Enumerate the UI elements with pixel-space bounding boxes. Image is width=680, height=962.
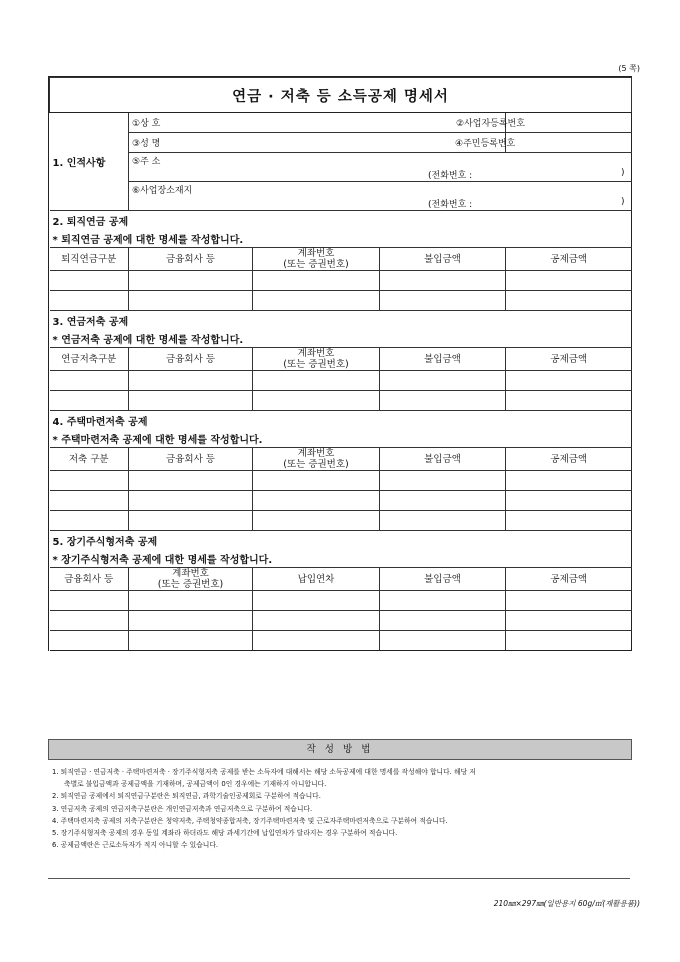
s5-col-deduction: 공제금액 xyxy=(506,568,632,591)
s4-col-type: 저축 구분 xyxy=(50,448,129,471)
s5-col-account: 계좌번호 (또는 증권번호) xyxy=(129,568,253,591)
s4-note: * 주택마련저축 공제에 대한 명세를 작성합니다. xyxy=(50,430,632,448)
s2-col-deduction: 공제금액 xyxy=(506,248,632,271)
guide-text xyxy=(52,766,632,851)
table-row[interactable] xyxy=(50,591,632,611)
paper-spec: 210㎜×297㎜(일반용지 60g/㎡(재활용품)) xyxy=(493,899,640,908)
rrn-label: ④주민등록번호 xyxy=(506,133,632,153)
s3-col-type: 연금저축구분 xyxy=(50,348,129,371)
work-phone[interactable]: (전화번호 : ) xyxy=(129,196,632,211)
s3-col-institution: 금융회사 등 xyxy=(129,348,253,371)
guide-line: 2. 퇴직연금 공제에서 퇴직연금구분란은 퇴직연금, 과학기술인공제회로 구분하여 적습니다. xyxy=(52,792,321,801)
table-row[interactable] xyxy=(50,291,632,311)
s2-title: 2. 퇴직연금 공제 xyxy=(50,211,632,231)
guide-line: 6. 공제금액란은 근로소득자가 적지 아니할 수 있습니다. xyxy=(52,841,219,850)
guide-line: 3. 연금저축 공제의 연금저축구분란은 개인연금저축과 연금저축으로 구분하여 적습니다. xyxy=(52,804,313,813)
guide-line: 4. 주택마련저축 공제의 저축구분란은 청약저축, 주택청약종합저축, 장기주택마련저축 및 근로자주택마련저축으로 구분하여 적습니다. xyxy=(52,816,448,825)
guide-title: 작 성 방 법 xyxy=(48,739,632,760)
s3-note: * 연금저축 공제에 대한 명세를 작성합니다. xyxy=(50,330,632,348)
s3-col-deduction: 공제금액 xyxy=(506,348,632,371)
s4-col-paid: 불입금액 xyxy=(380,448,506,471)
s2-note: * 퇴직연금 공제에 대한 명세를 작성합니다. xyxy=(50,230,632,248)
s4-title: 4. 주택마련저축 공제 xyxy=(50,411,632,431)
company-label: ①상 호 xyxy=(129,113,380,133)
table-row[interactable] xyxy=(50,391,632,411)
table-row[interactable] xyxy=(50,491,632,511)
s3-title: 3. 연금저축 공제 xyxy=(50,311,632,331)
form-frame xyxy=(48,76,632,651)
table-row[interactable] xyxy=(50,271,632,291)
s4-col-deduction: 공제금액 xyxy=(506,448,632,471)
s2-col-type: 퇴직연금구분 xyxy=(50,248,129,271)
s4-col-institution: 금융회사 등 xyxy=(129,448,253,471)
footer-divider xyxy=(48,878,630,879)
s5-col-institution: 금융회사 등 xyxy=(50,568,129,591)
address-phone[interactable]: (전화번호 : ) xyxy=(129,167,632,182)
name-label: ③성 명 xyxy=(129,133,380,153)
table-row[interactable] xyxy=(50,631,632,651)
table-row[interactable] xyxy=(50,611,632,631)
guide-line: 1. 퇴직연금 · 연금저축 · 주택마련저축 · 장기주식형저축 공제를 받는 소득자에 대해서는 해당 소득공제에 대한 명세를 작성해야 합니다. 해당 저 xyxy=(52,768,476,776)
s2-col-paid: 불입금액 xyxy=(380,248,506,271)
page-number: (5 쪽) xyxy=(618,64,640,73)
personal-info-label: 1. 인적사항 xyxy=(50,113,129,211)
s5-col-year: 납입연차 xyxy=(253,568,380,591)
s5-col-paid: 불입금액 xyxy=(380,568,506,591)
form-title: 연금 · 저축 등 소득공제 명세서 xyxy=(50,78,632,113)
address-label: ⑤주 소 xyxy=(129,153,632,168)
s3-col-paid: 불입금액 xyxy=(380,348,506,371)
guide-line: 축별로 불입금액과 공제금액을 기재하며, 공제금액이 0인 경우에는 기재하지 아니합니다. xyxy=(64,780,327,789)
work-address-label: ⑥사업장소재지 xyxy=(129,182,632,197)
biz-no-label: ②사업자등록번호 xyxy=(506,113,632,133)
s2-col-institution: 금융회사 등 xyxy=(129,248,253,271)
s2-col-account: 계좌번호 (또는 증권번호) xyxy=(253,248,380,271)
table-row[interactable] xyxy=(50,471,632,491)
s4-col-account: 계좌번호 (또는 증권번호) xyxy=(253,448,380,471)
table-row[interactable] xyxy=(50,511,632,531)
s5-title: 5. 장기주식형저축 공제 xyxy=(50,531,632,551)
s3-col-account: 계좌번호 (또는 증권번호) xyxy=(253,348,380,371)
guide-line: 5. 장기주식형저축 공제의 경우 동일 계좌라 하더라도 해당 과세기간에 납입연차가 달라지는 경우 구분하여 적습니다. xyxy=(52,829,398,838)
table-row[interactable] xyxy=(50,371,632,391)
form-table xyxy=(49,77,632,651)
s5-note: * 장기주식형저축 공제에 대한 명세를 작성합니다. xyxy=(50,550,632,568)
